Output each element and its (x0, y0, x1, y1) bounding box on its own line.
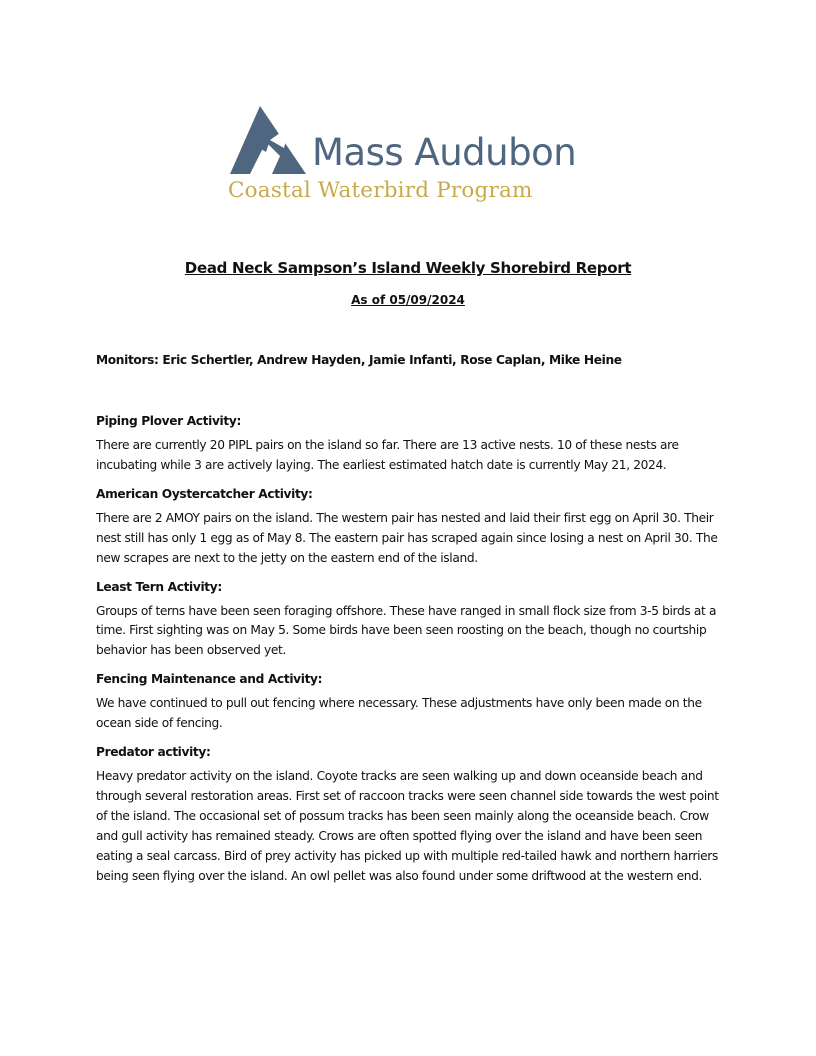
logo-brand-name: Mass Audubon (312, 131, 577, 174)
section-predator (96, 745, 722, 886)
section-heading: Fencing Maintenance and Activity: (96, 672, 323, 687)
section-fencing (96, 672, 722, 734)
section-least-tern (96, 580, 722, 662)
section-body: Heavy predator activity on the island. Coyote tracks are seen walking up and down oceanside beach and through several restoration areas. First set of raccoon tracks were seen channel side towards the west point of the island. The occasional set of possum tracks has been seen mainly along the oceanside beach. Crow and gull activity has remained steady. Crows are often spotted flying over the island and have been seen eating a seal carcass. Bird of prey activity has picked up with multiple red-tailed hawk and northern harriers being seen flying over the island. An owl pellet was also found under some driftwood at the western end. (96, 769, 719, 883)
report-date: As of 05/09/2024 (351, 293, 465, 307)
logo-program-name: Coastal Waterbird Program (228, 178, 533, 203)
monitors-line: Monitors: Eric Schertler, Andrew Hayden, Jamie Infanti, Rose Caplan, Mike Heine (96, 353, 622, 367)
report-title: Dead Neck Sampson’s Island Weekly Shorebird Report (184, 259, 632, 277)
section-heading: Predator activity: (96, 745, 211, 760)
section-body: There are 2 AMOY pairs on the island. The western pair has nested and laid their first egg on April 30. Their nest still has only 1 egg as of May 8. The eastern pair has scraped again since losing a nest on April 30. The new scrapes are next to the jetty on the eastern end of the island. (96, 510, 718, 565)
section-body: We have continued to pull out fencing where necessary. These adjustments have only been made on the ocean side of fencing. (96, 696, 702, 731)
section-heading: Least Tern Activity: (96, 579, 222, 594)
report-body (96, 414, 722, 898)
section-piping-plover (96, 414, 722, 476)
audubon-bird-mountain-icon (226, 104, 310, 176)
mass-audubon-logo (226, 104, 577, 210)
section-body: Groups of terns have been seen foraging offshore. These have ranged in small flock size from 3-5 birds at a time. First sighting was on May 5. Some birds have been seen roosting on the beach, though no courtship behavior has been observed yet. (96, 603, 717, 658)
section-american-oystercatcher (96, 487, 722, 569)
section-heading: Piping Plover Activity: (96, 414, 241, 428)
section-body: There are currently 20 PIPL pairs on the island so far. There are 13 active nests. 10 of these nests are incubating while 3 are actively laying. The earliest estimated hatch date is currently May 21, 2024. (96, 438, 679, 472)
section-heading: American Oystercatcher Activity: (96, 486, 313, 501)
